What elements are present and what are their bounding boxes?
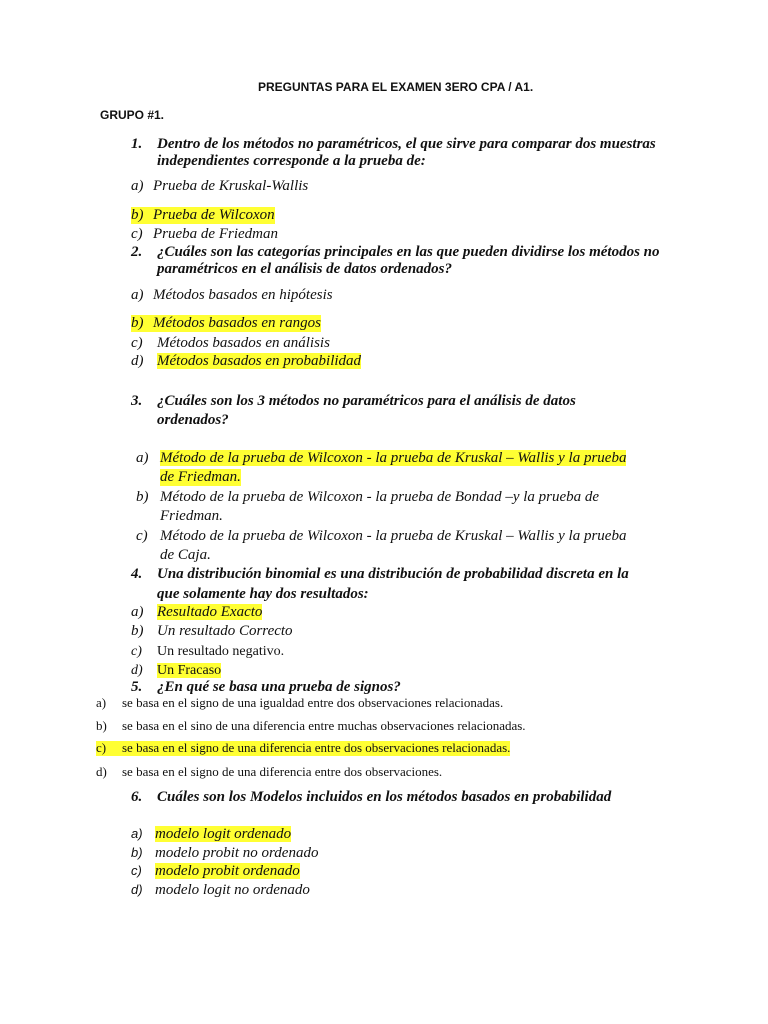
q5-option-c-answer [96, 741, 510, 756]
option-text: modelo probit ordenado [155, 863, 300, 879]
q6-option-c-answer [131, 863, 300, 880]
question-4-line2: que solamente hay dos resultados: [157, 586, 369, 602]
option-label: c) [131, 863, 142, 878]
q1-option-a [131, 178, 308, 195]
q2-option-d-answer [131, 353, 361, 370]
question-number: 2. [131, 244, 143, 260]
option-label: d) [131, 882, 143, 897]
q5-option-b [96, 719, 526, 734]
option-label: d) [131, 353, 144, 369]
question-1 [131, 136, 656, 153]
option-label: a) [131, 287, 144, 303]
option-label: d) [131, 663, 143, 678]
question-text: Una distribución binomial es una distribución de probabilidad discreta en la [157, 566, 629, 582]
option-label: c) [131, 335, 143, 351]
option-label: a) [131, 604, 144, 620]
option-label: a) [131, 178, 144, 194]
option-text: Un Fracaso [157, 663, 222, 678]
option-text: Un resultado Correcto [157, 623, 293, 639]
option-label: c) [131, 226, 143, 242]
question-text: Dentro de los métodos no paramétricos, el que sirve para comparar dos muestras [157, 136, 656, 152]
question-number: 6. [131, 789, 143, 805]
q3-option-c [136, 528, 626, 545]
option-text: Métodos basados en rangos [153, 315, 321, 331]
group-heading: GRUPO #1. [100, 108, 165, 122]
option-text: Método de la prueba de Wilcoxon - la prueba de Kruskal – Wallis y la prueba [160, 450, 627, 466]
q3-option-b-line2: Friedman. [160, 508, 223, 524]
option-label: a) [136, 450, 149, 466]
question-3-line2: ordenados? [157, 412, 229, 428]
question-3 [131, 393, 576, 410]
option-label: c) [136, 528, 148, 544]
option-label: b) [136, 489, 149, 505]
q6-option-d [131, 882, 310, 899]
option-text: se basa en el signo de una diferencia entre dos observaciones relacionadas. [122, 740, 511, 755]
q3-option-c-line2: de Caja. [160, 547, 211, 563]
q1-option-c [131, 226, 278, 243]
option-text: Métodos basados en análisis [157, 335, 330, 351]
option-text: modelo logit no ordenado [155, 882, 310, 898]
q2-option-c [131, 335, 330, 352]
option-label: c) [131, 644, 142, 659]
q4-option-c [131, 644, 284, 660]
question-6 [131, 789, 611, 806]
question-number: 3. [131, 393, 143, 409]
question-number: 1. [131, 136, 143, 152]
q3-option-b [136, 489, 599, 506]
question-5 [131, 679, 401, 696]
q3-option-a-line2: de Friedman. [160, 469, 241, 485]
option-text: Prueba de Kruskal-Wallis [153, 178, 309, 194]
option-text: se basa en el signo de una diferencia entre dos observaciones. [122, 764, 443, 779]
option-label: b) [131, 623, 144, 639]
question-text: ¿Cuáles son las categorías principales en las que pueden dividirse los métodos no [157, 244, 660, 260]
q1-option-b-answer [131, 207, 275, 224]
document-title: PREGUNTAS PARA EL EXAMEN 3ERO CPA / A1. [258, 80, 534, 94]
option-label: a) [96, 695, 107, 710]
question-text: ¿Cuáles son los 3 métodos no paramétricos para el análisis de datos [157, 393, 576, 409]
option-label: b) [131, 207, 144, 223]
q6-option-a-answer [131, 826, 291, 843]
option-label: b) [96, 718, 107, 733]
option-text: Prueba de Friedman [153, 226, 278, 242]
option-text: Método de la prueba de Wilcoxon - la prueba de Bondad –y la prueba de [160, 489, 600, 505]
option-text: Resultado Exacto [157, 604, 263, 620]
option-text: se basa en el sino de una diferencia entre muchas observaciones relacionadas. [122, 718, 526, 733]
q5-option-a [96, 696, 503, 711]
option-text: Métodos basados en probabilidad [157, 353, 362, 369]
q4-option-d-answer [131, 663, 221, 679]
option-text: modelo probit no ordenado [155, 845, 319, 861]
question-1-line2: independientes corresponde a la prueba de: [157, 153, 426, 169]
option-label: b) [131, 315, 144, 331]
option-label: a) [131, 826, 143, 841]
q2-option-a [131, 287, 333, 304]
option-label: b) [131, 845, 143, 860]
option-text: Métodos basados en hipótesis [153, 287, 333, 303]
option-text: Un resultado negativo. [157, 644, 285, 659]
option-label: d) [96, 764, 107, 779]
question-2 [131, 244, 660, 261]
option-text: Método de la prueba de Wilcoxon - la prueba de Kruskal – Wallis y la prueba [160, 528, 627, 544]
question-text: Cuáles son los Modelos incluidos en los métodos basados en probabilidad [157, 789, 612, 805]
q3-option-a-answer [136, 450, 626, 467]
option-text: modelo logit ordenado [155, 826, 292, 842]
question-2-line2: paramétricos en el análisis de datos ordenados? [157, 261, 453, 277]
option-label: c) [96, 740, 107, 755]
q4-option-a-answer [131, 604, 262, 621]
option-text: Prueba de Wilcoxon [153, 207, 275, 223]
q6-option-b [131, 845, 318, 862]
option-text: se basa en el signo de una igualdad entre dos observaciones relacionadas. [122, 695, 504, 710]
question-4 [131, 566, 629, 583]
question-text: ¿En qué se basa una prueba de signos? [157, 679, 401, 695]
question-number: 5. [131, 679, 143, 695]
q4-option-b [131, 623, 293, 640]
question-number: 4. [131, 566, 143, 582]
q5-option-d [96, 765, 442, 780]
q2-option-b-answer [131, 315, 321, 332]
